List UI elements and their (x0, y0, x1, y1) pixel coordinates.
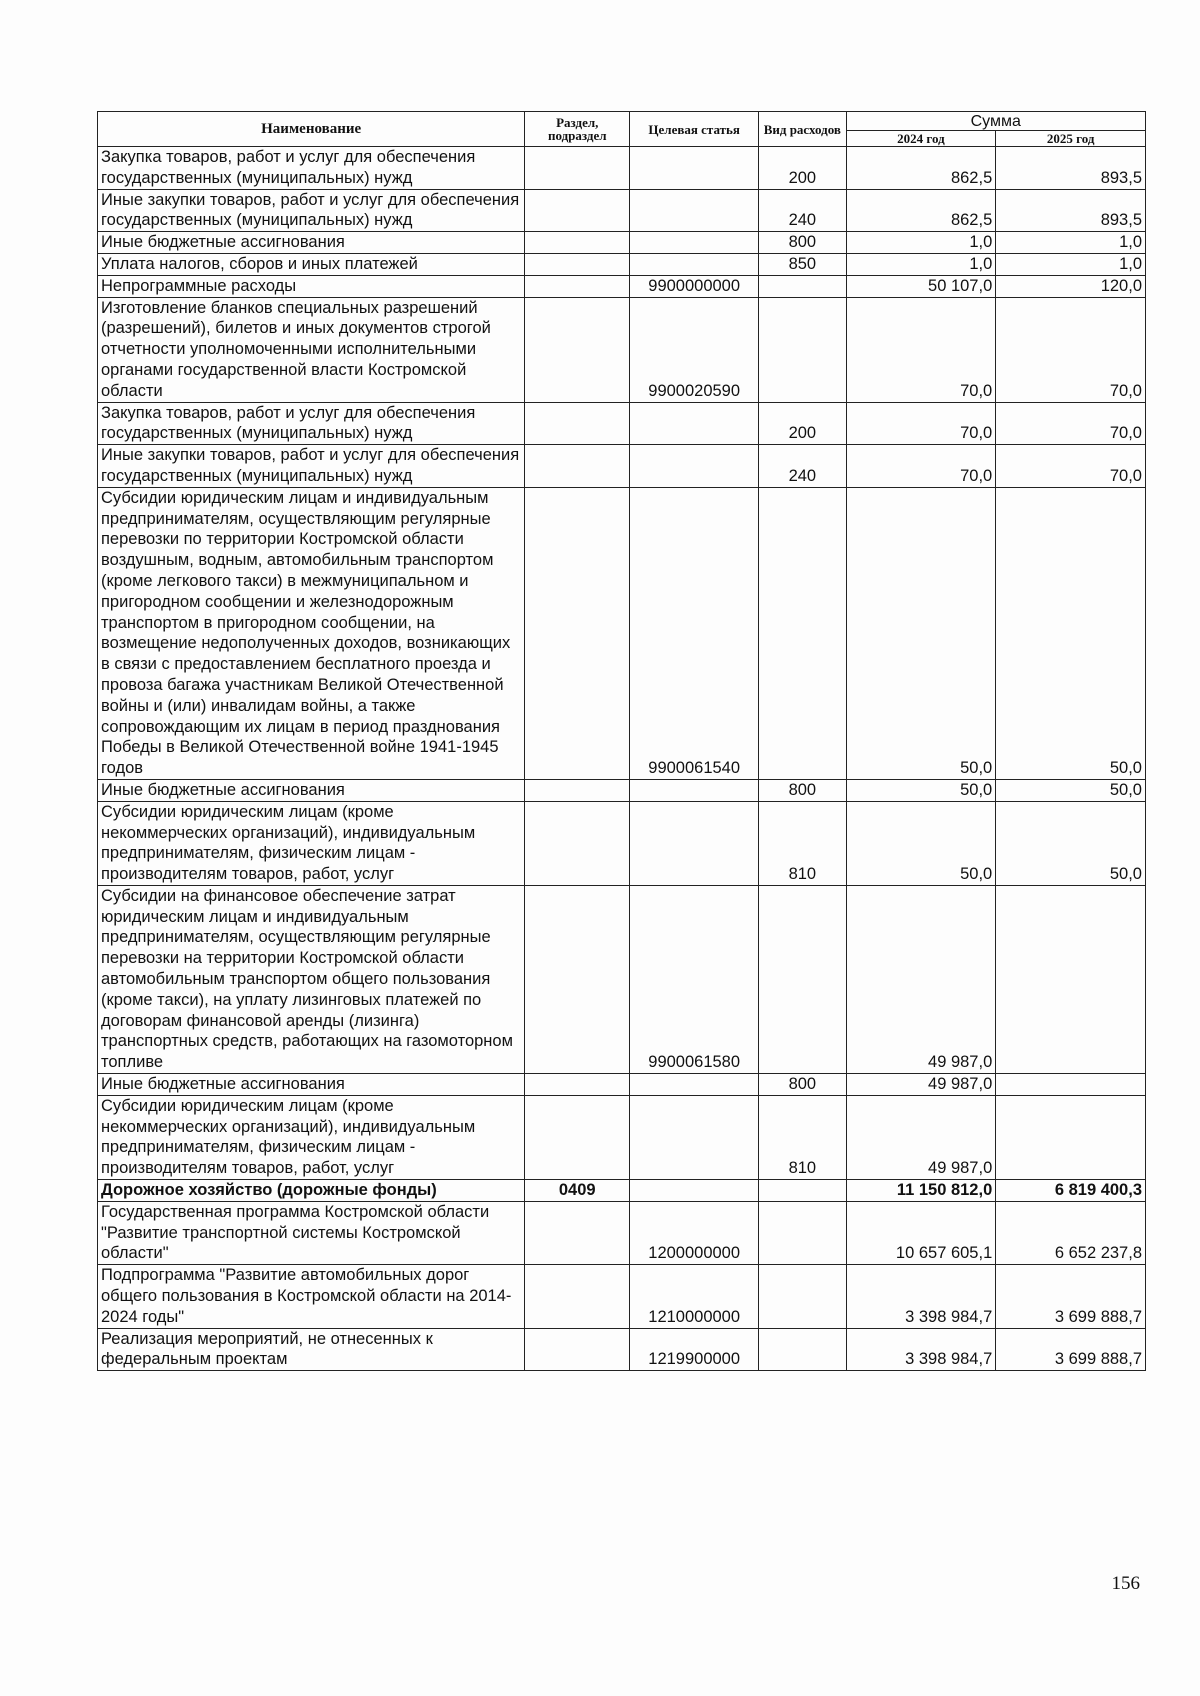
cell-sum-2024: 49 987,0 (846, 885, 996, 1073)
cell-name: Дорожное хозяйство (дорожные фонды) (98, 1180, 525, 1202)
cell-sum-2025: 50,0 (996, 801, 1146, 885)
cell-sum-2025: 70,0 (996, 297, 1146, 402)
cell-name: Реализация мероприятий, не отнесенных к федеральным проектам (98, 1328, 525, 1371)
cell-target (630, 1074, 759, 1096)
cell-target (630, 1095, 759, 1179)
cell-sum-2024: 50,0 (846, 779, 996, 801)
table-row (98, 275, 1146, 297)
cell-kind (759, 1201, 846, 1264)
cell-sum-2025: 50,0 (996, 779, 1146, 801)
page-number: 156 (1111, 1573, 1140, 1594)
cell-sum-2024: 70,0 (846, 297, 996, 402)
cell-kind (759, 1180, 846, 1202)
cell-target: 9900061540 (630, 487, 759, 779)
table-row (98, 801, 1146, 885)
cell-name: Субсидии юридическим лицам (кроме некоммерческих организаций), индивидуальным предпринимателям, физическим лицам - производителям товаров, работ, услуг (98, 801, 525, 885)
cell-sum-2024: 10 657 605,1 (846, 1201, 996, 1264)
cell-sum-2024: 3 398 984,7 (846, 1265, 996, 1328)
cell-section (525, 275, 630, 297)
cell-target (630, 147, 759, 190)
cell-name: Субсидии юридическим лицам и индивидуальным предпринимателям, осуществляющим регулярные перевозки по территории Костромской области воздушным, водным, автомобильным транспортом (кроме легкового такси) в межмуниципальном и пригородном сообщении и железнодорожным транспортом в пригородном сообщении, на возмещение недополученных доходов, возникающих в связи с предоставлением бесплатного проезда и провоза багажа участникам Великой Отечественной войны и (или) инвалидам войны, а также сопровождающим их лицам в период празднования Победы в Великой Отечественной войне 1941-1945 годов (98, 487, 525, 779)
table-row (98, 1328, 1146, 1371)
cell-sum-2025: 893,5 (996, 147, 1146, 190)
cell-sum-2025 (996, 1095, 1146, 1179)
header-section: Раздел, подраздел (525, 112, 630, 147)
cell-sum-2024: 3 398 984,7 (846, 1328, 996, 1371)
table-row (98, 147, 1146, 190)
cell-target (630, 232, 759, 254)
cell-section (525, 1201, 630, 1264)
cell-name: Подпрограмма "Развитие автомобильных дорог общего пользования в Костромской области на 2014-2024 годы" (98, 1265, 525, 1328)
cell-section (525, 801, 630, 885)
table-row (98, 779, 1146, 801)
cell-sum-2024: 862,5 (846, 147, 996, 190)
cell-name: Непрограммные расходы (98, 275, 525, 297)
cell-kind (759, 275, 846, 297)
table-row (98, 885, 1146, 1073)
cell-sum-2025: 3 699 888,7 (996, 1328, 1146, 1371)
cell-sum-2024: 862,5 (846, 189, 996, 232)
table-row (98, 232, 1146, 254)
cell-section (525, 253, 630, 275)
header-sum: Сумма (846, 112, 1145, 131)
cell-target (630, 801, 759, 885)
table-header (98, 112, 1146, 147)
cell-name: Субсидии юридическим лицам (кроме некоммерческих организаций), индивидуальным предпринимателям, физическим лицам - производителям товаров, работ, услуг (98, 1095, 525, 1179)
cell-sum-2025: 1,0 (996, 232, 1146, 254)
cell-name: Уплата налогов, сборов и иных платежей (98, 253, 525, 275)
cell-section (525, 297, 630, 402)
cell-sum-2024: 11 150 812,0 (846, 1180, 996, 1202)
cell-section (525, 445, 630, 488)
table-body (98, 147, 1146, 1371)
cell-target: 1219900000 (630, 1328, 759, 1371)
cell-section (525, 1265, 630, 1328)
cell-sum-2025: 50,0 (996, 487, 1146, 779)
cell-kind: 200 (759, 402, 846, 445)
cell-sum-2024: 70,0 (846, 402, 996, 445)
cell-target: 9900000000 (630, 275, 759, 297)
table-row (98, 445, 1146, 488)
table-row (98, 1201, 1146, 1264)
header-kind: Вид расходов (759, 112, 846, 147)
header-target: Целевая статья (630, 112, 759, 147)
cell-target: 9900061580 (630, 885, 759, 1073)
cell-sum-2024: 1,0 (846, 232, 996, 254)
cell-target (630, 779, 759, 801)
cell-name: Субсидии на финансовое обеспечение затрат юридическим лицам и индивидуальным предпринимателям, осуществляющим регулярные перевозки на территории Костромской области автомобильным транспортом общего пользования (кроме такси), на уплату лизинговых платежей по договорам финансовой аренды (лизинга) транспортных средств, работающих на газомоторном топливе (98, 885, 525, 1073)
cell-sum-2025: 1,0 (996, 253, 1146, 275)
cell-kind (759, 1265, 846, 1328)
budget-table (97, 111, 1146, 1371)
cell-kind: 810 (759, 801, 846, 885)
cell-sum-2025: 6 819 400,3 (996, 1180, 1146, 1202)
cell-target (630, 445, 759, 488)
table-row (98, 1095, 1146, 1179)
cell-sum-2025: 70,0 (996, 402, 1146, 445)
table-row (98, 1180, 1146, 1202)
cell-kind (759, 297, 846, 402)
cell-sum-2024: 50,0 (846, 487, 996, 779)
cell-sum-2024: 50 107,0 (846, 275, 996, 297)
table-row (98, 487, 1146, 779)
cell-sum-2025 (996, 1074, 1146, 1096)
cell-kind (759, 885, 846, 1073)
cell-sum-2025: 3 699 888,7 (996, 1265, 1146, 1328)
cell-sum-2024: 49 987,0 (846, 1074, 996, 1096)
cell-target (630, 402, 759, 445)
cell-name: Иные бюджетные ассигнования (98, 779, 525, 801)
cell-section (525, 402, 630, 445)
cell-target (630, 189, 759, 232)
table-row (98, 1074, 1146, 1096)
cell-name: Иные закупки товаров, работ и услуг для обеспечения государственных (муниципальных) нужд (98, 189, 525, 232)
cell-sum-2024: 1,0 (846, 253, 996, 275)
cell-section (525, 487, 630, 779)
cell-section (525, 885, 630, 1073)
cell-kind: 810 (759, 1095, 846, 1179)
cell-name: Закупка товаров, работ и услуг для обеспечения государственных (муниципальных) нужд (98, 402, 525, 445)
cell-section (525, 232, 630, 254)
cell-kind (759, 487, 846, 779)
cell-kind: 800 (759, 779, 846, 801)
cell-target: 9900020590 (630, 297, 759, 402)
cell-section (525, 779, 630, 801)
cell-section: 0409 (525, 1180, 630, 1202)
cell-section (525, 147, 630, 190)
table-row (98, 189, 1146, 232)
cell-sum-2025: 70,0 (996, 445, 1146, 488)
cell-target: 1200000000 (630, 1201, 759, 1264)
table-row (98, 1265, 1146, 1328)
cell-kind: 850 (759, 253, 846, 275)
cell-sum-2025: 893,5 (996, 189, 1146, 232)
cell-section (525, 1095, 630, 1179)
cell-sum-2024: 50,0 (846, 801, 996, 885)
cell-target (630, 1180, 759, 1202)
cell-section (525, 1328, 630, 1371)
cell-kind (759, 1328, 846, 1371)
cell-kind: 800 (759, 1074, 846, 1096)
cell-name: Иные бюджетные ассигнования (98, 1074, 525, 1096)
cell-sum-2024: 49 987,0 (846, 1095, 996, 1179)
cell-sum-2025 (996, 885, 1146, 1073)
cell-section (525, 1074, 630, 1096)
cell-sum-2025: 6 652 237,8 (996, 1201, 1146, 1264)
cell-kind: 240 (759, 445, 846, 488)
cell-name: Закупка товаров, работ и услуг для обеспечения государственных (муниципальных) нужд (98, 147, 525, 190)
header-year-2025: 2025 год (996, 131, 1146, 147)
cell-name: Иные бюджетные ассигнования (98, 232, 525, 254)
table-row (98, 402, 1146, 445)
cell-kind: 200 (759, 147, 846, 190)
cell-sum-2024: 70,0 (846, 445, 996, 488)
cell-kind: 240 (759, 189, 846, 232)
cell-section (525, 189, 630, 232)
cell-kind: 800 (759, 232, 846, 254)
cell-target: 1210000000 (630, 1265, 759, 1328)
table-row (98, 297, 1146, 402)
header-name: Наименование (98, 112, 525, 147)
header-year-2024: 2024 год (846, 131, 996, 147)
cell-target (630, 253, 759, 275)
cell-name: Изготовление бланков специальных разрешений (разрешений), билетов и иных документов строгой отчетности уполномоченными исполнительными органами государственной власти Костромской области (98, 297, 525, 402)
cell-sum-2025: 120,0 (996, 275, 1146, 297)
cell-name: Государственная программа Костромской области "Развитие транспортной системы Костромской области" (98, 1201, 525, 1264)
cell-name: Иные закупки товаров, работ и услуг для обеспечения государственных (муниципальных) нужд (98, 445, 525, 488)
table-row (98, 253, 1146, 275)
